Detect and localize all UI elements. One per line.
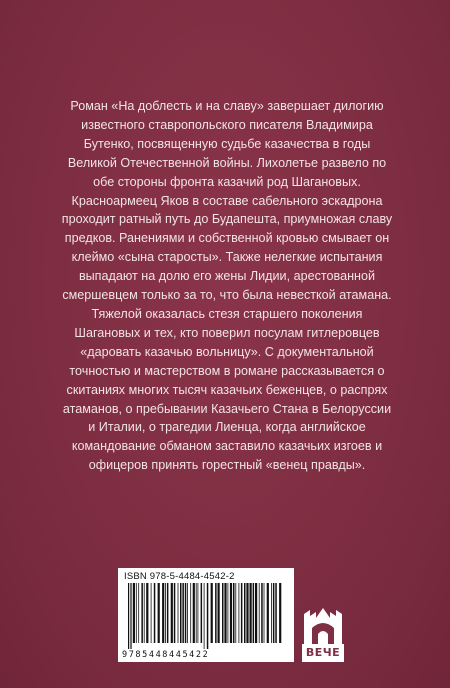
barcode-bar xyxy=(136,583,137,643)
isbn-text: ISBN 978-5-4484-4542-2 xyxy=(124,571,235,582)
barcode-bar xyxy=(201,583,203,643)
barcode-label xyxy=(118,568,294,662)
barcode-bar xyxy=(271,583,272,643)
barcode-bar xyxy=(204,583,205,649)
barcode-bar xyxy=(259,583,260,643)
barcode-bar xyxy=(146,583,148,643)
barcode-bar xyxy=(224,583,226,643)
barcode-bar xyxy=(244,583,246,643)
barcode-bar xyxy=(222,583,224,643)
barcode-bar xyxy=(138,583,139,643)
barcode-bar xyxy=(162,583,164,643)
barcode-bar xyxy=(130,583,131,649)
barcode-bar xyxy=(151,583,152,643)
publisher-logo xyxy=(300,606,346,664)
barcode-bar xyxy=(253,583,255,643)
barcode-bar xyxy=(196,583,197,643)
barcode-bar xyxy=(230,583,232,643)
blurb-text xyxy=(58,97,396,475)
barcode-number: 9785448445422 xyxy=(122,650,210,660)
barcode-bar xyxy=(264,583,265,643)
barcode-bar xyxy=(273,583,275,643)
barcode-bar xyxy=(215,583,217,643)
barcode-bar xyxy=(133,583,135,643)
barcode-bar xyxy=(141,583,143,643)
barcode-bar xyxy=(144,583,145,643)
barcode-bar xyxy=(250,583,252,643)
barcode-bar xyxy=(178,583,179,643)
barcode-bar xyxy=(228,583,229,643)
barcode-bar xyxy=(182,583,184,643)
barcode-bar xyxy=(267,583,269,643)
barcode-bar xyxy=(255,583,257,643)
barcode-bar xyxy=(187,583,188,643)
barcode-bar xyxy=(198,583,199,643)
blurb-paragraph-1: Роман «На доблесть и на славу» завершает дилогию известного ставропольского писателя Владимира Бутенко, посвященную судьбе казачества в годы Великой Отечественной войны. Лихолетье развело по обе стороны фронта казачий род Шагановых. Красноармеец Яков в составе сабельного эскадрона проходит ратный путь до Будапешта, приумножая славу предков. Ранениями и собственной кровью смывает он клеймо «сына старосты». Также нелегкие испытания выпадают на долю его жены Лидии, арестованной смершевцем только за то, что была невесткой атамана. xyxy=(61,99,393,303)
barcode-bar xyxy=(207,583,209,649)
blurb-paragraph-2: Тяжелой оказалась стезя старшего поколения Шагановых и тех, кто поверил посулам гитлеровцев «даровать казачью вольницу». С документальной точностью и мастерством в романе рассказывается о скитаниях многих тысяч казачьих беженцев, о распрях атаманов, о пребывании Казачьего Стана в Белоруссии и Италии, о трагедии Лиенца, когда английское командование обманом заставило казачьих изгоев и офицеров принять горестный «венец правды». xyxy=(62,306,392,473)
barcode-bar xyxy=(261,583,263,643)
barcode-bar xyxy=(275,583,277,643)
barcode-bar xyxy=(185,583,187,643)
barcode-bar xyxy=(174,583,176,643)
barcode-bars xyxy=(126,583,286,649)
barcode-bar xyxy=(279,583,281,643)
publisher-name: ВЕЧЕ xyxy=(305,646,341,659)
barcode-bar xyxy=(246,583,248,643)
barcode-bar xyxy=(154,583,156,643)
barcode-bar xyxy=(180,583,182,643)
barcode-bar xyxy=(235,583,236,643)
barcode-bar xyxy=(158,583,160,643)
barcode-bar xyxy=(211,583,213,643)
barcode-bar xyxy=(218,583,220,643)
barcode-bar xyxy=(167,583,169,643)
barcode-bar xyxy=(241,583,243,643)
barcode-bar xyxy=(239,583,240,643)
barcode-bar xyxy=(165,583,166,643)
barcode-bar xyxy=(190,583,191,643)
barcode-bar xyxy=(233,583,235,643)
barcode-bar xyxy=(128,583,129,649)
barcode-bar xyxy=(193,583,195,643)
barcode-bar xyxy=(171,583,173,643)
